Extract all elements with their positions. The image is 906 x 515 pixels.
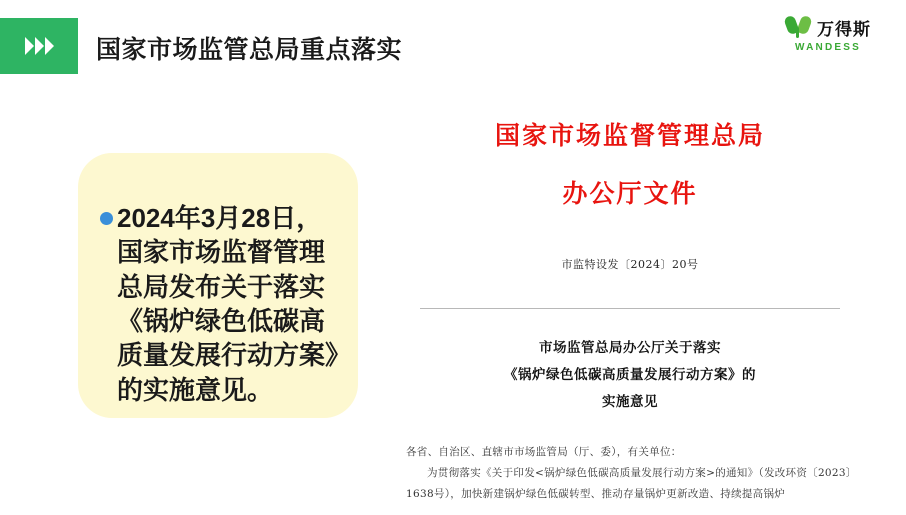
document-body-paragraph: 为贯彻落实《关于印发<锅炉绿色低碳高质量发展行动方案>的通知》（发改环资〔2023〕1638号），加快新建锅炉绿色低碳转型、推动存量锅炉更新改造、持续提高锅炉 xyxy=(406,467,852,500)
document-recipients: 各省、自治区、直辖市市场监管局（厅、委），有关单位： xyxy=(406,446,682,458)
document-divider xyxy=(420,308,840,309)
document-subject-line1: 市场监管总局办公厅关于落实 xyxy=(539,340,721,356)
document-title-line2: 办公厅文件 xyxy=(562,179,698,208)
document-number: 市监特设发〔2024〕20号 xyxy=(561,258,699,271)
leaf-logo-icon xyxy=(785,14,811,40)
callout-card xyxy=(78,153,358,418)
official-document xyxy=(380,96,880,501)
callout-text: 2024年3月28日，国家市场监督管理总局发布关于落实《锅炉绿色低碳高质量发展行动方案》的实施意见。 xyxy=(117,203,339,405)
bullet-dot-icon xyxy=(100,212,113,225)
double-chevron-right-icon xyxy=(25,37,54,55)
logo-name-en: WANDESS xyxy=(795,42,861,53)
document-subject-line2: 《锅炉绿色低碳高质量发展行动方案》的 xyxy=(504,367,756,383)
page-title: 国家市场监管总局重点落实 xyxy=(96,36,403,64)
brand-logo xyxy=(768,14,888,53)
header-accent-band xyxy=(0,18,78,74)
logo-name-cn: 万得斯 xyxy=(817,19,871,39)
document-subject-line3: 实施意见 xyxy=(602,394,658,410)
document-title-line1: 国家市场监督管理总局 xyxy=(494,121,765,150)
